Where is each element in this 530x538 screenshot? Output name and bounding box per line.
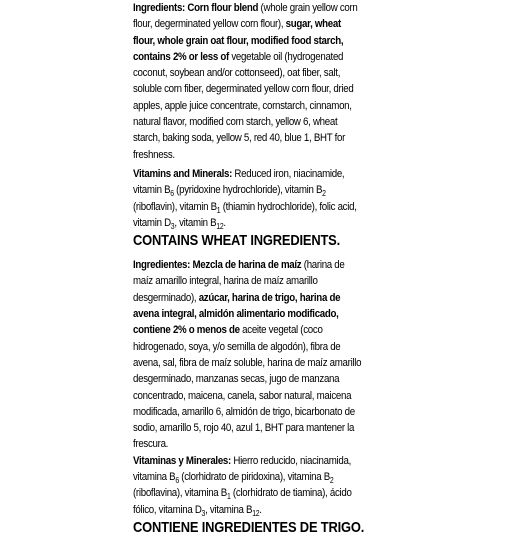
- allergen-statement: CONTIENE INGREDIENTES DE TRIGO.: [133, 518, 365, 536]
- vitamin-subscript: 12: [216, 221, 224, 231]
- ingredients-label: Ingredientes:: [133, 259, 191, 272]
- vitamin-subscript: 2: [329, 476, 334, 486]
- vitamin-subscript: 3: [201, 508, 206, 518]
- vitamins-text: .: [223, 216, 226, 229]
- vitamin-subscript: 1: [226, 492, 231, 502]
- spanish-vitamins: [133, 453, 365, 518]
- ingredients-bold-text: Mezcla de harina de maíz: [192, 259, 302, 272]
- ingredients-label: Ingredients:: [133, 2, 185, 14]
- spanish-ingredients: [133, 257, 365, 453]
- vitamins-text: Reduced iron, niacinamide, vitamin B: [133, 167, 345, 197]
- ingredients-bold-text: Corn flour blend: [187, 2, 259, 14]
- ingredients-text: (harina de maíz amarillo integral, harina de maíz amarillo desgerminado),: [133, 259, 345, 304]
- vitamins-text: (riboflavina), vitamina B: [133, 487, 227, 500]
- ingredients-panel: [133, 0, 365, 538]
- vitamins-label: Vitaminas y Minerales:: [133, 454, 231, 467]
- vitamin-subscript: 12: [252, 508, 260, 518]
- ingredients-text: vegetable oil (hydrogenated coconut, soybean and/or cottonseed), oat fiber, salt, soluble corn fiber, degerminated yellow corn flour, dried apples, apple juice concentrate, cornstarch, cinnamon, natural flavor, modified corn starch, yellow 6, wheat starch, baking soda, yellow 5, red 40, blue 1, BHT for freshness.: [133, 50, 354, 161]
- vitamins-text: (riboflavin), vitamin B: [133, 200, 217, 213]
- vitamin-subscript: 3: [170, 221, 175, 231]
- vitamins-text: (pyridoxine hydrochloride), vitamin B: [173, 184, 323, 197]
- vitamins-text: (clorhidrato de tiamina), ácido fólico, vitamina D: [133, 487, 352, 516]
- vitamins-text: Hierro reducido, niacinamida, vitamina B: [133, 454, 351, 484]
- vitamin-subscript: 6: [170, 189, 174, 199]
- vitamins-text: , vitamin B: [174, 216, 217, 229]
- ingredients-bold-text: azúcar, harina de trigo, harina de avena integral, almidón alimentario modificado, contiene 2% o menos de: [133, 291, 341, 337]
- vitamin-subscript: 6: [175, 476, 179, 486]
- vitamin-subscript: 2: [322, 189, 326, 199]
- vitamins-text: .: [259, 503, 262, 516]
- vitamins-text: (thiamin hydrochloride), folic acid, vitamin D: [133, 200, 357, 229]
- allergen-statement: CONTAINS WHEAT INGREDIENTS.: [133, 232, 341, 250]
- ingredients-bold-text: sugar, wheat flour, whole grain oat flour, modified food starch, contains 2% or less of: [133, 18, 344, 63]
- vitamins-text: , vitamina B: [205, 503, 253, 516]
- vitamin-subscript: 1: [216, 205, 221, 215]
- vitamins-text: (clorhidrato de piridoxina), vitamina B: [178, 471, 330, 484]
- english-ingredients: [133, 0, 365, 163]
- vitamins-label: Vitamins and Minerals:: [133, 167, 233, 180]
- english-vitamins: [133, 166, 365, 231]
- ingredients-text: aceite vegetal (coco hidrogenado, soya, y/o semilla de algodón), fibra de avena, sal, fibra de maíz soluble, harina de maíz amarillo desgerminado, manzanas secas, jugo de manzana concentrado, maicena, canela, sabor natural, maicena modificada, amarillo 6, almidón de trigo, bicarbonato de sodio, amarillo 5, rojo 40, azul 1, BHT para mantener la frescura.: [133, 324, 362, 451]
- ingredients-text: (whole grain yellow corn flour, degerminated yellow corn flour),: [133, 2, 358, 31]
